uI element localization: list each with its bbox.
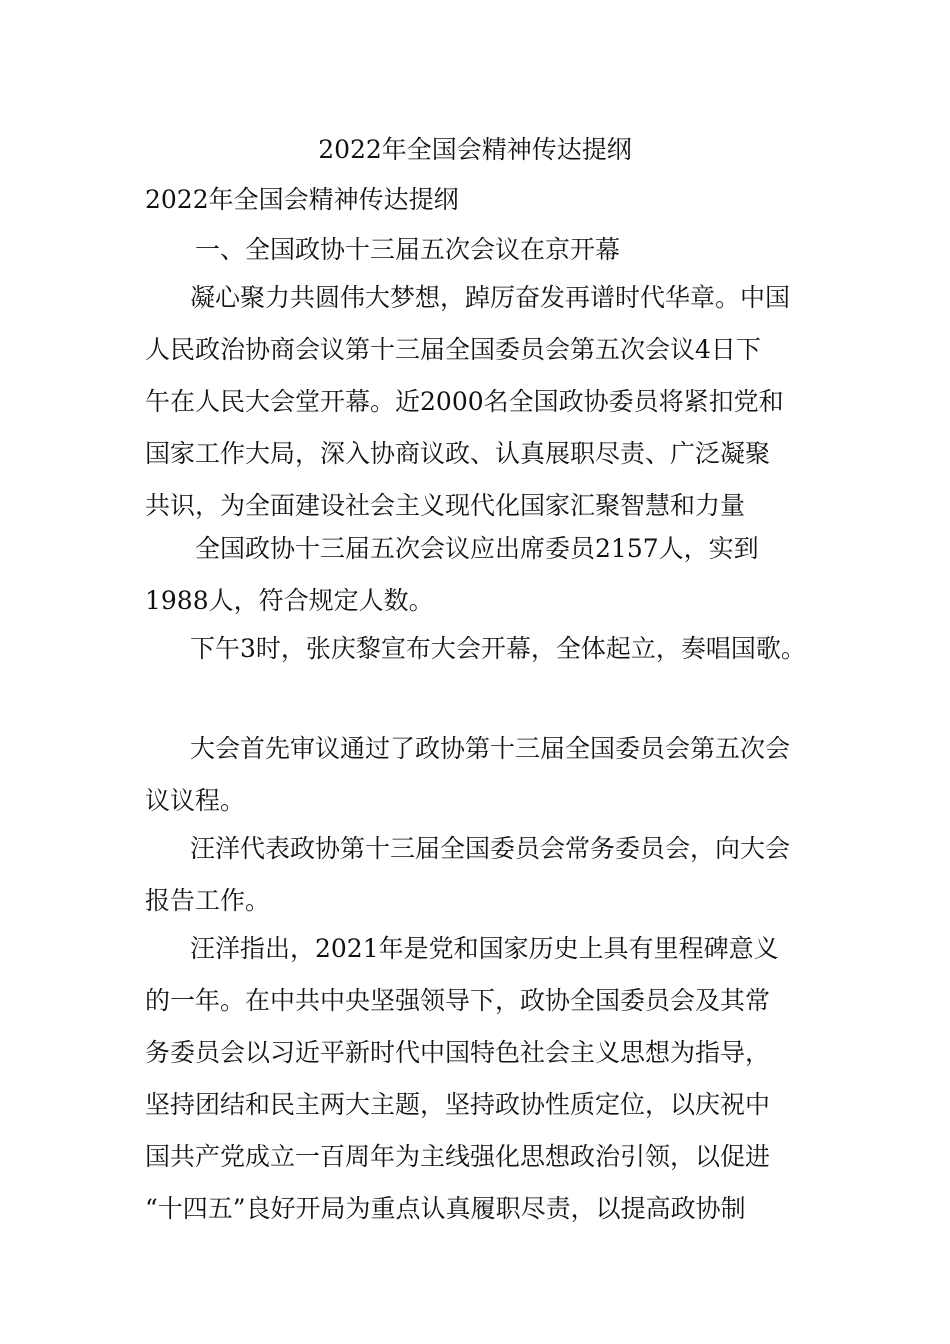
paragraph-line: 共识，为全面建设社会主义现代化国家汇聚智慧和力量 <box>145 491 746 520</box>
paragraph-line: 汪洋指出，2021年是党和国家历史上具有里程碑意义 <box>190 934 779 963</box>
paragraph-attendance <box>145 523 810 627</box>
document-subtitle: 2022年全国会精神传达提纲 <box>145 185 459 214</box>
paragraph-line: 坚持团结和民主两大主题，坚持政协性质定位，以庆祝中 <box>145 1090 771 1119</box>
document-title: 2022年全国会精神传达提纲 <box>318 135 632 164</box>
paragraph-line: 的一年。在中共中央坚强领导下，政协全国委员会及其常 <box>145 986 771 1015</box>
paragraph-opening-ceremony <box>145 623 810 675</box>
paragraph-line: “十四五”良好开局为重点认真履职尽责，以提高政协制 <box>145 1194 746 1223</box>
paragraph-opening <box>145 272 810 532</box>
paragraph-line: 午在人民大会堂开幕。近2000名全国政协委员将紧扣党和 <box>145 387 784 416</box>
paragraph-work-report <box>145 823 810 927</box>
section-heading-1: 一、全国政协十三届五次会议在京开幕 <box>195 235 621 264</box>
paragraph-line: 务委员会以习近平新时代中国特色社会主义思想为指导， <box>145 1038 771 1067</box>
paragraph-line: 凝心聚力共圆伟大梦想，踔厉奋发再谱时代华章。中国 <box>190 283 791 312</box>
paragraph-line: 大会首先审议通过了政协第十三届全国委员会第五次会 <box>190 734 791 763</box>
paragraph-line: 全国政协十三届五次会议应出席委员2157人，实到 <box>195 534 759 563</box>
paragraph-line: 下午3时，张庆黎宣布大会开幕，全体起立，奏唱国歌。 <box>190 634 806 663</box>
paragraph-wang-yang-remarks <box>145 923 810 1235</box>
paragraph-line: 1988人，符合规定人数。 <box>145 586 434 615</box>
paragraph-line: 议议程。 <box>145 786 246 815</box>
paragraph-agenda <box>145 723 810 827</box>
paragraph-line: 人民政治协商会议第十三届全国委员会第五次会议4日下 <box>145 335 761 364</box>
paragraph-line: 国共产党成立一百周年为主线强化思想政治引领，以促进 <box>145 1142 771 1171</box>
paragraph-line: 国家工作大局，深入协商议政、认真展职尽责、广泛凝聚 <box>145 439 771 468</box>
paragraph-line: 报告工作。 <box>145 886 271 915</box>
paragraph-line: 汪洋代表政协第十三届全国委员会常务委员会，向大会 <box>190 834 791 863</box>
